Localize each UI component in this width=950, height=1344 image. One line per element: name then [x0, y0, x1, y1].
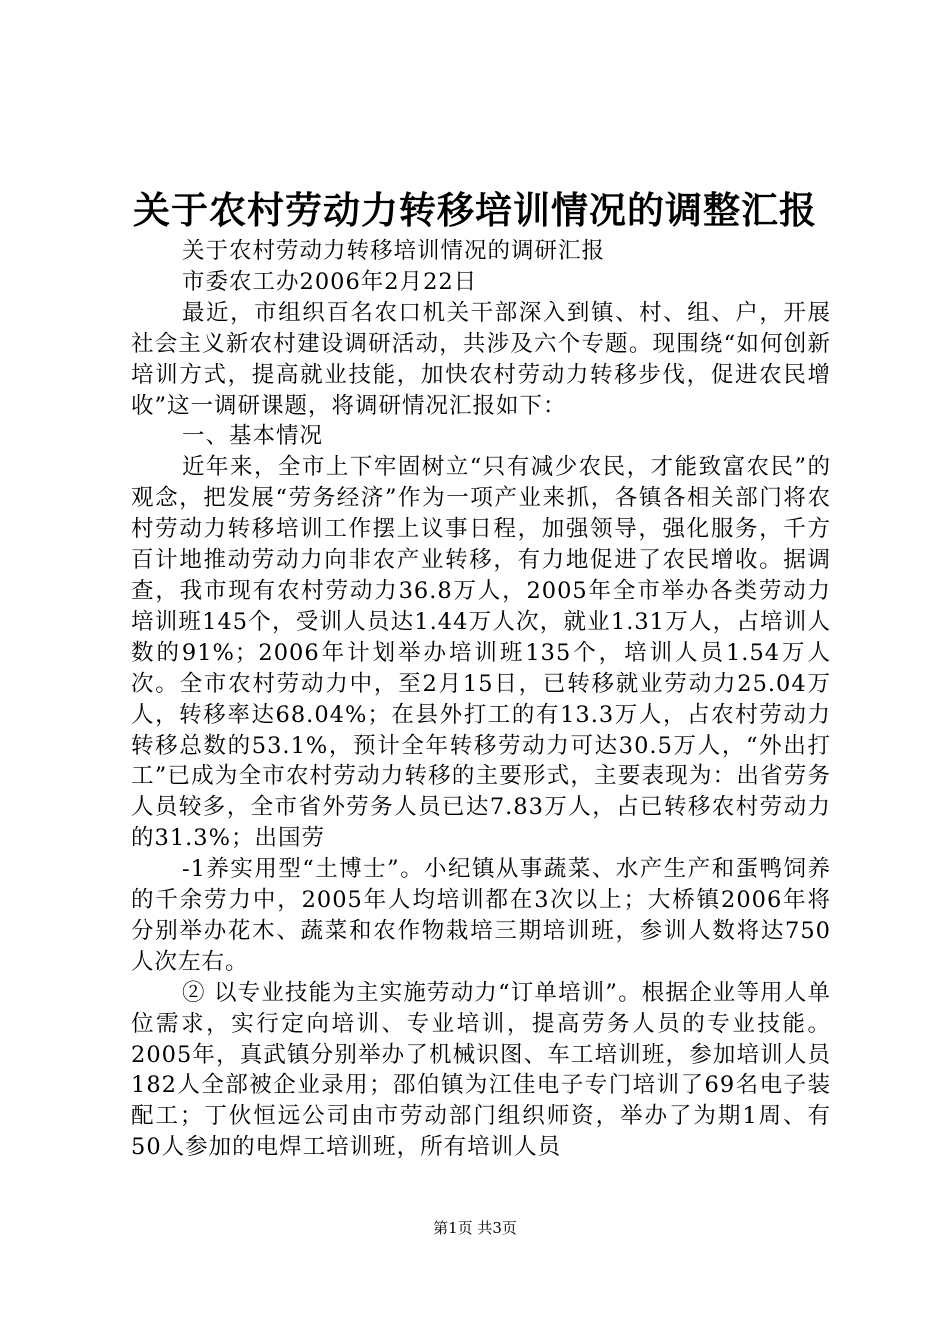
- paragraph-practical-training: -1养实用型“土博士”。小纪镇从事蔬菜、水产生产和蛋鸭饲养的千余劳力中，2005年人均培训都在3次以上；大桥镇2006年将分别举办花木、蔬菜和农作物栽培三期培训班，参训人数将达750人次左右。: [131, 856, 831, 975]
- document-body: [131, 236, 831, 1163]
- document-title: 关于农村劳动力转移培训情况的调整汇报: [133, 188, 817, 232]
- paragraph-basic-situation: 近年来，全市上下牢固树立“只有减少农民，才能致富农民”的观念，把发展“劳务经济”作为一项产业来抓，各镇各相关部门将农村劳动力转移培训工作摆上议事日程，加强领导，强化服务，千方百计地推动劳动力向非农产业转移，有力地促进了农民增收。据调查，我市现有农村劳动力36.8万人，2005年全市举办各类劳动力培训班145个，受训人员达1.44万人次，就业1.31万人，占培训人数的91%；2006年计划举办培训班135个，培训人员1.54万人次。全市农村劳动力中，至2月15日，已转移就业劳动力25.04万人，转移率达68.04%；在县外打工的有13.3万人，占农村劳动力转移总数的53.1%，预计全年转移劳动力可达30.5万人，“外出打工”已成为全市农村劳动力转移的主要形式，主要表现为：出省劳务人员较多，全市省外劳务人员已达7.83万人，占已转移农村劳动力的31.3%；出国劳: [131, 454, 831, 852]
- page-footer: 第1页 共3页: [433, 1219, 517, 1237]
- paragraph-order-training: ② 以专业技能为主实施劳动力“订单培训”。根据企业等用人单位需求，实行定向培训、专业培训，提高劳务人员的专业技能。2005年，真武镇分别举办了机械识图、车工培训班，参加培训人员182人全部被企业录用；邵伯镇为江佳电子专门培训了69名电子装配工；丁伙恒远公司由市劳动部门组织师资，举办了为期1周、有50人参加的电焊工培训班，所有培训人员: [131, 979, 831, 1161]
- section-heading-basic-situation: 一、基本情况: [182, 423, 324, 450]
- paragraph-intro: 最近，市组织百名农口机关干部深入到镇、村、组、户，开展社会主义新农村建设调研活动，共涉及六个专题。现围绕“如何创新培训方式，提高就业技能，加快农村劳动力转移步伐，促进农民增收”这一调研课题，将调研情况汇报如下：: [131, 299, 831, 419]
- paragraph-issuer-date: 市委农工办2006年2月22日: [182, 268, 478, 295]
- paragraph-subtitle: 关于农村劳动力转移培训情况的调研汇报: [182, 238, 606, 264]
